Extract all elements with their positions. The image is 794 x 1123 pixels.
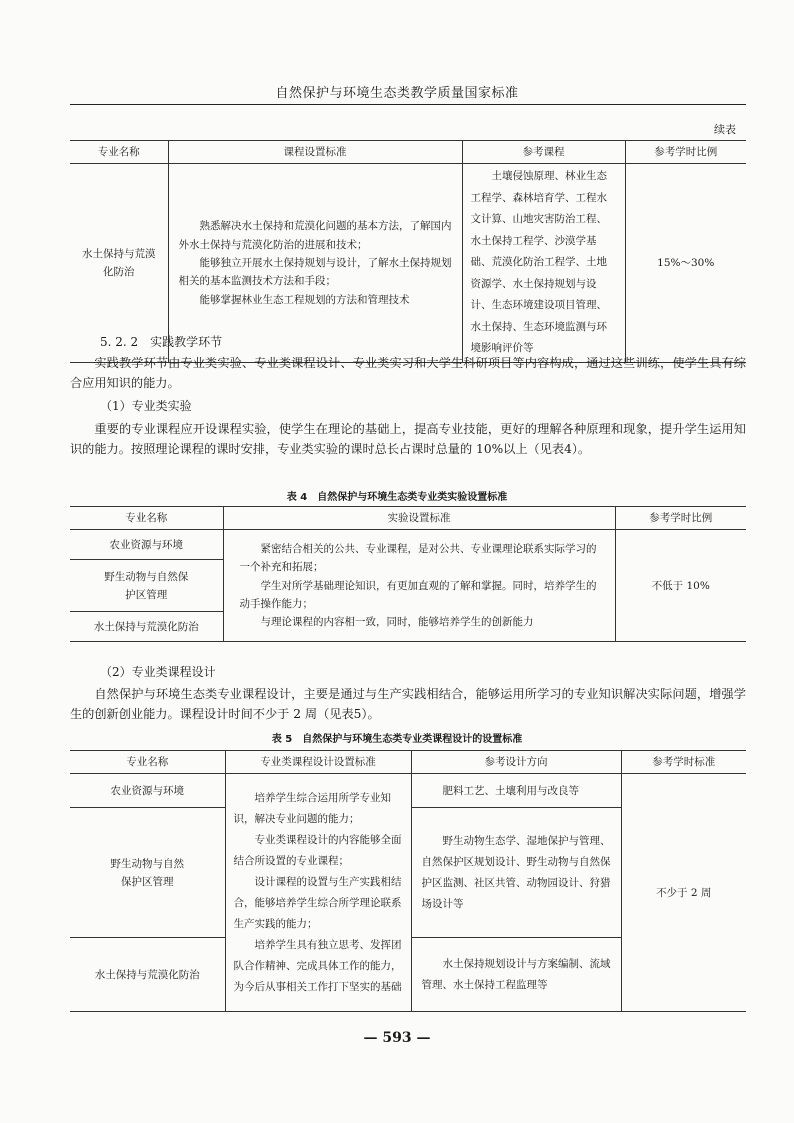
t5-direction-cell bbox=[411, 774, 621, 808]
table5 bbox=[70, 750, 746, 1012]
t5-header-ratio: 参考学时标准 bbox=[621, 751, 746, 774]
t5-direction-text: 野生动物生态学、湿地保护与管理、自然保护区规划设计、野生动物与自然保护区监测、社区共管、动物园设计、狩猎场设计等 bbox=[421, 834, 611, 910]
t4-standard-item: 与理论课程的内容相一致，同时，能够培养学生的创新能力 bbox=[260, 616, 534, 629]
col-header-name: 专业名称 bbox=[70, 141, 168, 164]
t5-standard-item: 培养学生具有独立思考、发挥团队合作精神、完成具体工作的能力，为今后从事相关工作打下坚实的基础 bbox=[233, 938, 402, 993]
running-header: 自然保护与环境生态类教学质量国家标准 bbox=[275, 86, 519, 101]
standard-item: 能够掌握林业生态工程规划的方法和管理技术 bbox=[199, 293, 410, 306]
col-header-ratio: 参考学时比例 bbox=[625, 141, 746, 164]
t5-header-direction: 参考设计方向 bbox=[411, 751, 621, 774]
major-name-cell: 水土保持与荒漠化防治 bbox=[70, 164, 168, 363]
table4 bbox=[70, 506, 746, 642]
subsection-text-2: 自然保护与环境生态类专业课程设计，主要是通过与生产实践相结合，能够运用所学习的专业知识解决实际问题，增强学生的创新创业能力。课程设计时间不少于 2 周（见表5）。 bbox=[70, 687, 746, 721]
courses-cell bbox=[462, 164, 625, 363]
standard-item: 熟悉解决水土保持和荒漠化问题的基本方法，了解国内外水土保持与荒漠化防治的进展和技术； bbox=[178, 220, 452, 251]
t5-ratio-cell: 不少于 2 周 bbox=[621, 774, 746, 1012]
continued-label: 续表 bbox=[714, 123, 736, 136]
t5-name-cell: 农业资源与环境 bbox=[70, 774, 225, 808]
t5-direction-text: 水土保持规划设计与方案编制、流域管理、水土保持工程监理等 bbox=[421, 957, 611, 991]
t4-name-cell: 水土保持与荒漠化防治 bbox=[70, 612, 223, 642]
t5-header-name: 专业名称 bbox=[70, 751, 225, 774]
ratio-cell: 15%～30% bbox=[625, 164, 746, 363]
t5-header-standard: 专业类课程设计设置标准 bbox=[225, 751, 411, 774]
courses-text: 土壤侵蚀原理、林业生态工程学、森林培育学、工程水文计算、山地灾害防治工程、水土保持工程学、沙漠学基础、荒漠化防治工程学、土地资源学、水土保持规划与设计、生态环境建设项目管理、水土保持、生态环境监测与环境影响评价等 bbox=[470, 170, 607, 355]
page-number: — 593 — bbox=[363, 1030, 431, 1046]
table4-caption: 表 4 自然保护与环境生态类专业类实验设置标准 bbox=[286, 492, 508, 503]
standard-item: 能够独立开展水土保持规划与设计，了解水土保持规划相关的基本监测技术方法和手段； bbox=[178, 256, 452, 288]
t4-header-ratio: 参考学时比例 bbox=[615, 507, 746, 530]
t5-direction-cell bbox=[411, 808, 621, 938]
header-rule bbox=[70, 104, 746, 105]
t5-direction-cell bbox=[411, 938, 621, 1012]
t5-standard-cell bbox=[225, 774, 411, 1012]
t4-standard-cell bbox=[223, 530, 615, 642]
subsection-heading-2: （2）专业类课程设计 bbox=[100, 665, 216, 679]
t5-standard-item: 培养学生综合运用所学专业知识，解决专业问题的能力； bbox=[233, 791, 391, 825]
t5-name-cell: 野生动物与自然保护区管理 bbox=[70, 808, 225, 938]
t4-name-cell: 农业资源与环境 bbox=[70, 530, 223, 560]
section-heading: 5. 2. 2 实践教学环节 bbox=[100, 335, 223, 349]
t5-standard-item: 设计课程的设置与生产实践相结合，能够培养学生综合所学理论联系生产实践的能力； bbox=[233, 875, 402, 930]
subsection-text-1: 重要的专业课程应开设课程实验，使学生在理论的基础上，提高专业技能，更好的理解各种原理和现象，提升学生运用知识的能力。按照理论课程的课时安排，专业类实验的课时总长占课时总量的 10%以上（见表4）。 bbox=[70, 422, 746, 456]
t4-standard-item: 学生对所学基础理论知识，有更加直观的了解和掌握。同时，培养学生的动手操作能力； bbox=[239, 579, 597, 611]
t5-standard-item: 专业类课程设计的内容能够全面结合所设置的专业课程； bbox=[233, 833, 402, 867]
t4-standard-item: 紧密结合相关的公共、专业课程，是对公共、专业课理论联系实际学习的一个补充和拓展； bbox=[239, 542, 597, 574]
subsection-heading-1: （1）专业类实验 bbox=[100, 399, 192, 413]
col-header-standard: 课程设置标准 bbox=[168, 141, 462, 164]
col-header-courses: 参考课程 bbox=[462, 141, 625, 164]
t4-header-name: 专业名称 bbox=[70, 507, 223, 530]
t4-ratio-cell: 不低于 10% bbox=[615, 530, 746, 642]
section-intro: 实践教学环节由专业类实验、专业类课程设计、专业类实习和大学生科研项目等内容构成，通过这些训练，使学生具有综合应用知识的能力。 bbox=[70, 356, 746, 390]
t5-name-cell: 水土保持与荒漠化防治 bbox=[70, 938, 225, 1012]
table5-caption: 表 5 自然保护与环境生态类专业类课程设计的设置标准 bbox=[271, 734, 523, 745]
t4-name-cell: 野生动物与自然保护区管理 bbox=[70, 560, 223, 612]
t4-header-standard: 实验设置标准 bbox=[223, 507, 615, 530]
t5-direction-text: 肥料工艺、土壤利用与改良等 bbox=[442, 784, 579, 797]
continued-table bbox=[70, 140, 746, 363]
